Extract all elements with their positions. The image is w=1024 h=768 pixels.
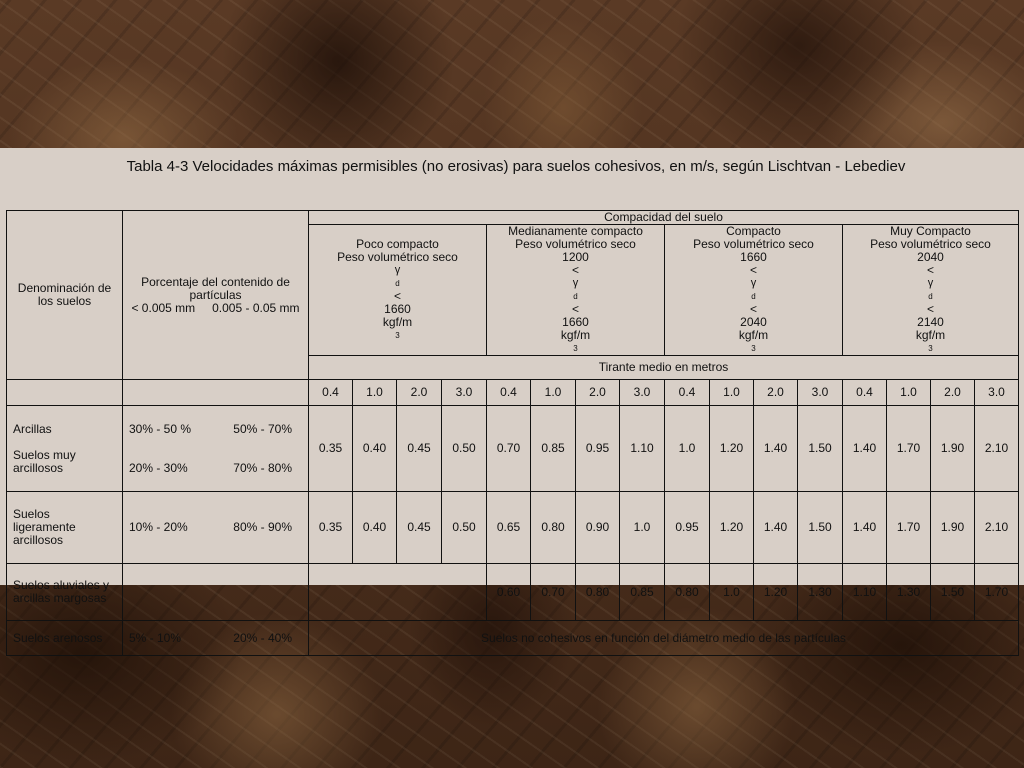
value-cell: 0.40 xyxy=(353,406,397,492)
percentage-cell: 10% - 20% 80% - 90% xyxy=(123,492,309,564)
group-poco-compacto: Poco compacto Peso volumétrico seco γ d < 1660 kgf/m 3 xyxy=(309,225,487,356)
depth-cell: 0.4 xyxy=(665,380,710,406)
empty-cell xyxy=(7,380,123,406)
value-cell: 0.50 xyxy=(442,406,487,492)
value-cell: 0.45 xyxy=(397,492,442,564)
table-row xyxy=(7,492,1019,564)
value-cell: 1.10 xyxy=(620,406,665,492)
value-cell: 0.95 xyxy=(576,406,620,492)
value-cell: 1.40 xyxy=(843,406,887,492)
value-cell: 0.90 xyxy=(576,492,620,564)
value-cell: 0.95 xyxy=(665,492,710,564)
table-row xyxy=(7,406,1019,492)
value-cell: 1.40 xyxy=(754,492,798,564)
value-cell: 1.50 xyxy=(931,564,975,621)
depth-cell: 2.0 xyxy=(931,380,975,406)
depth-cell: 1.0 xyxy=(531,380,576,406)
value-cell: 1.90 xyxy=(931,406,975,492)
group-medianamente-compacto: Medianamente compacto Peso volumétrico seco 1200 < γ d < 1660 kgf/m 3 xyxy=(487,225,665,356)
value-cell: 1.40 xyxy=(754,406,798,492)
value-cell: 0.35 xyxy=(309,406,353,492)
depth-cell: 0.4 xyxy=(309,380,353,406)
soil-name-cell: Suelos ligeramente arcillosos xyxy=(7,492,123,564)
depth-cell: 3.0 xyxy=(442,380,487,406)
value-cell: 0.50 xyxy=(442,492,487,564)
depth-cell: 3.0 xyxy=(620,380,665,406)
percentage-cell: 30% - 50 % 50% - 70% 20% - 30% 70% - 80% xyxy=(123,406,309,492)
soil-name-cell: Arcillas Suelos muy arcillosos xyxy=(7,406,123,492)
value-cell: 2.10 xyxy=(975,492,1019,564)
soil-name-cell: Suelos aluviales y arcillas margosas xyxy=(7,564,123,621)
value-cell: 0.65 xyxy=(487,492,531,564)
depth-cell: 3.0 xyxy=(975,380,1019,406)
value-cell: 0.35 xyxy=(309,492,353,564)
group-muy-compacto: Muy Compacto Peso volumétrico seco 2040 < γ d < 2140 kgf/m 3 xyxy=(843,225,1019,356)
value-cell: 1.70 xyxy=(975,564,1019,621)
value-cell: 1.70 xyxy=(887,406,931,492)
value-cell: 1.70 xyxy=(887,492,931,564)
depth-cell: 2.0 xyxy=(576,380,620,406)
percentage-cell: 5% - 10% 20% - 40% xyxy=(123,621,309,656)
empty-cell xyxy=(123,380,309,406)
value-cell: 1.0 xyxy=(620,492,665,564)
value-cell: 0.70 xyxy=(531,564,576,621)
value-cell: 0.80 xyxy=(576,564,620,621)
non-cohesive-note: Suelos no cohesivos en función del diámetro medio de las partículas xyxy=(309,621,1019,656)
percentage-cell xyxy=(123,564,309,621)
value-cell: 0.80 xyxy=(531,492,576,564)
value-cell: 0.45 xyxy=(397,406,442,492)
soil-name-cell: Suelos arenosos xyxy=(7,621,123,656)
slide-panel xyxy=(0,148,1024,645)
velocity-table xyxy=(6,210,1019,656)
value-cell: 1.50 xyxy=(798,492,843,564)
table-row xyxy=(7,621,1019,656)
value-cell: 1.10 xyxy=(843,564,887,621)
value-cell: 0.60 xyxy=(487,564,531,621)
table-row xyxy=(7,564,1019,621)
header-rango-fino: < 0.005 mm xyxy=(131,300,196,315)
value-cell: 0.80 xyxy=(665,564,710,621)
value-cell: 0.85 xyxy=(531,406,576,492)
value-cell: 1.30 xyxy=(887,564,931,621)
value-cell: 0.85 xyxy=(620,564,665,621)
depth-cell: 1.0 xyxy=(710,380,754,406)
value-cell: 1.90 xyxy=(931,492,975,564)
value-cell: 1.0 xyxy=(665,406,710,492)
value-cell: 0.70 xyxy=(487,406,531,492)
depth-cell: 0.4 xyxy=(487,380,531,406)
header-compacidad: Compacidad del suelo xyxy=(309,211,1019,225)
value-cell: 1.20 xyxy=(710,406,754,492)
value-cell: 1.20 xyxy=(754,564,798,621)
header-rango-grueso: 0.005 - 0.05 mm xyxy=(212,300,300,315)
value-cell: 1.30 xyxy=(798,564,843,621)
value-cell: 1.40 xyxy=(843,492,887,564)
depth-cell: 2.0 xyxy=(397,380,442,406)
header-tirante: Tirante medio en metros xyxy=(309,356,1019,380)
value-cell: 1.0 xyxy=(710,564,754,621)
value-cell: 2.10 xyxy=(975,406,1019,492)
group-compacto: Compacto Peso volumétrico seco 1660 < γ d < 2040 kgf/m 3 xyxy=(665,225,843,356)
header-denominacion: Denominación de los suelos xyxy=(7,211,123,380)
value-cell: 1.50 xyxy=(798,406,843,492)
header-porcentaje: Porcentaje del contenido de partículas < 0.005 mm 0.005 - 0.05 mm xyxy=(123,211,309,380)
depth-cell: 3.0 xyxy=(798,380,843,406)
value-cell: 0.40 xyxy=(353,492,397,564)
empty-value-span xyxy=(309,564,487,621)
depth-cell: 2.0 xyxy=(754,380,798,406)
table-title: Tabla 4-3 Velocidades máximas permisibles (no erosivas) para suelos cohesivos, en m/s, según Lischtvan - Lebediev xyxy=(126,158,906,175)
depth-cell: 1.0 xyxy=(353,380,397,406)
depth-cell: 1.0 xyxy=(887,380,931,406)
depth-cell: 0.4 xyxy=(843,380,887,406)
value-cell: 1.20 xyxy=(710,492,754,564)
